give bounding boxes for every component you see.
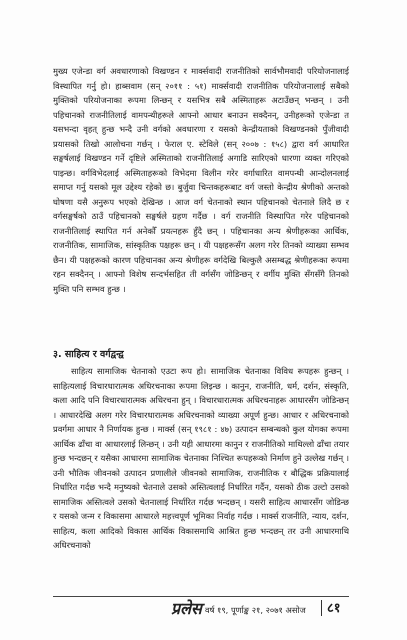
section-heading: ३. साहित्य र वर्गद्वन्द्व xyxy=(53,349,124,360)
journal-logo: प्रलेस xyxy=(171,599,202,618)
page-number: ८१ xyxy=(327,601,341,616)
body-paragraph-1: मुख्य एजेन्डा वर्ग अवधारणाको विखण्डन र मार्क्सवादी राजनीतिको सार्वभौमवादी परियोजनालाई विस्थापित गर्नु हो। हाब्सवाम (सन् २०११ : ५१) मार्क्सवादी राजनीतिक परियोजनालाई सबैको मुक्तिको परियोजनाका रूपमा लिन्छन् र यसभित्र सबै अस्मिताहरू अटाउँछन् भन्छन् । उनी पहिचानको राजनीतिलाई वामपन्थीहरूले आफ्नो आधार बनाउन सक्दैनन्, उनीहरूको एजेन्डा त यसभन्दा वृहत् हुन्छ भन्दै उनी वर्गको अवधारणा र यसको केन्द्रीयताको विखण्डनको पुँजीवादी प्रयासको तिखो आलोचना गर्छन् । फेराल ए. स्टेविले (सन् २००७ : १५८) द्वारा वर्ग आधारित सङ्घर्षलाई विखण्डन गर्ने दृष्टिले अस्मिताको राजनीतिलाई अगाडि सारिएको धारणा व्यक्त गरिएको पाइन्छ। वर्गविभेदलाई अस्मिताहरूको विभेदमा विलीन गरेर वर्गाधारित वामपन्थी आन्दोलनलाई समाप्त गर्नु यसको मूल उद्देश्य रहेको छ। बुर्जुवा चिन्तकहरूबाट वर्ग जस्तो केन्द्रीय श्रेणीको अन्तको घोषणा यसै अनुरूप भएको देखिन्छ । आज वर्ग चेतनाको स्थान पहिचानको चेतनाले लिदै छ र वर्गसङ्घर्षको ठाउँ पहिचानको सङ्घर्षले ग्रहण गर्दैछ । वर्ग राजनीति विस्थापित गरेर पहिचानको राजनीतिलाई स्थापित गर्न अनेकौँ प्रयत्नहरू हुँदै छन् । पहिचानका अन्य श्रेणीहरूका आर्थिक, राजनीतिक, सामाजिक, सांस्कृतिक पक्षहरू छन् । यी पक्षहरूसँग अलग गरेर तिनको व्याख्या सम्भव छैन। यी पक्षहरूको कारण पहिचानका अन्य श्रेणीहरू वर्गदेखि बिल्कुलै असम्बद्ध श्रेणीहरूका रूपमा रहन सक्दैनन् । आफ्नो विशेष सन्दर्भसहित ती वर्गसँग जोडिन्छन् र वर्गीय मुक्ति सँगसँगै तिनको मुक्ति पनि सम्भव हुन्छ । xyxy=(53,66,349,294)
body-paragraph-2: साहित्य सामाजिक चेतनाको एउटा रूप हो। सामाजिक चेतनाका विविध रूपहरू हुन्छन् । साहित्यलाई विचारधारात्मक अधिरचनाका रूपमा लिइन्छ । कानुन, राजनीति, धर्म, दर्शन, संस्कृति, कला आदि पनि विचारधारात्मक अधिरचना हुन् । विचारधारात्मक अधिरचनाहरू आधारसँग जोडिन्छन् । आधारदेखि अलग गरेर विचारधारात्मक अधिरचनाको व्याख्या अपूर्ण हुन्छ। आधार र अधिरचनाको प्रवर्गमा आधार नै निर्णायक हुन्छ । मार्क्स (सन् १९८१ : ४७) उत्पादन सम्बन्धको कुल योगका रूपमा आर्थिक ढाँचा वा आधारलाई लिन्छन् । उनी यही आधारमा कानुन र राजनीतिको माथिल्लो ढाँचा तयार हुन्छ भन्दछन् र यसैका आधारमा सामाजिक चेतनाका निश्चित रूपहरूको निर्माण हुने उल्लेख गर्छन् । उनी भौतिक जीवनको उत्पादन प्रणालीले जीवनको सामाजिक, राजनीतिक र बौद्धिक प्रक्रियालाई निर्धारित गर्दछ भन्दै मनुष्यको चेतनाले उसको अस्तित्वलाई निर्धारित गर्दैन, यसको ठीक उल्टो उसको सामाजिक अस्तित्वले उसको चेतनालाई निर्धारित गर्दछ भन्दछन् । यसरी साहित्य आधारसँग जोडिन्छ र यसको जन्म र विकासमा आधारले महत्त्वपूर्ण भूमिका निर्वाह गर्दछ । मार्क्स राजनीति, न्याय, दर्शन, साहित्य, कला आदिको विकास आर्थिक विकासमाथि आश्रित हुन्छ भन्दछन् तर उनी आधारमाथि अधिरचनाको xyxy=(53,366,349,550)
issue-info: वर्ष १९, पूर्णाङ्क २१, २०७१ असोज xyxy=(205,605,306,615)
footer-rule xyxy=(53,596,349,597)
page-footer xyxy=(53,596,349,620)
footer-separator xyxy=(321,600,322,616)
